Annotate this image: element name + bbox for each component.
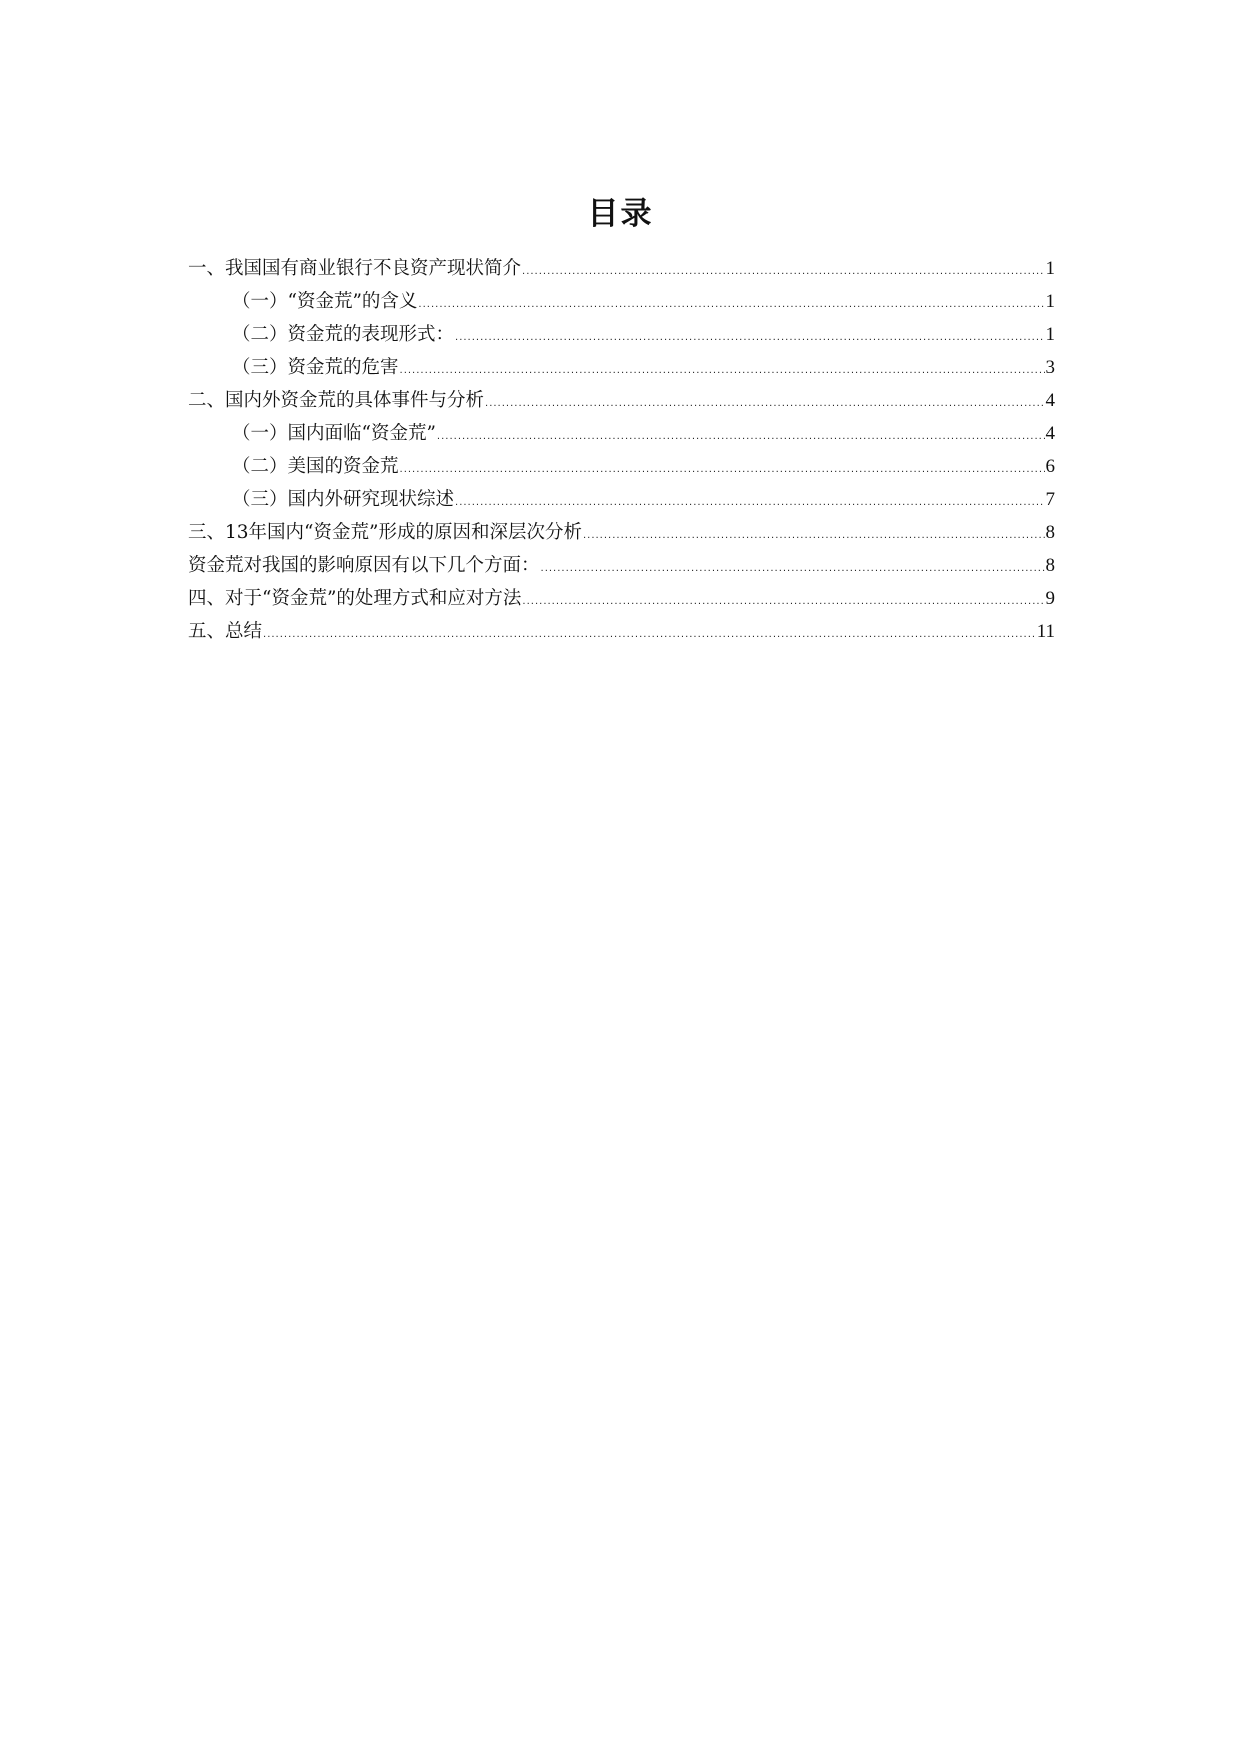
- toc-leader-dots: [400, 453, 1045, 486]
- toc-entry-text: （三）国内外研究现状综述: [232, 489, 455, 510]
- toc-entry-page: 1: [1045, 324, 1055, 345]
- toc-entry[interactable]: [188, 615, 1055, 648]
- toc-entry-text: 二、国内外资金荒的具体事件与分析: [188, 390, 485, 411]
- toc-entry[interactable]: [188, 450, 1055, 483]
- toc-leader-dots: [263, 618, 1036, 651]
- toc-leader-dots: [485, 387, 1044, 420]
- toc-entry-page: 1: [1045, 291, 1055, 312]
- toc-leader-dots: [455, 486, 1044, 519]
- toc-entry-text: 四、对于“资金荒”的处理方式和应对方法: [188, 588, 522, 609]
- toc-entry-page: 8: [1045, 555, 1055, 576]
- toc-entry-page: 3: [1045, 357, 1055, 378]
- toc-entry[interactable]: [188, 384, 1055, 417]
- toc-entry-text: 一、我国国有商业银行不良资产现状简介: [188, 258, 522, 279]
- toc-entry-text: （三）资金荒的危害: [232, 357, 399, 378]
- toc-entry[interactable]: [188, 252, 1055, 285]
- toc-entry-page: 6: [1045, 456, 1055, 477]
- toc-entry[interactable]: [188, 516, 1055, 549]
- toc-entry-page: 4: [1045, 390, 1055, 411]
- toc-entry-page: 4: [1045, 423, 1055, 444]
- toc-entry-text: （一）国内面临“资金荒”: [232, 423, 436, 444]
- toc-leader-dots: [541, 552, 1045, 585]
- toc-entry-text: （二）资金荒的表现形式：: [232, 324, 455, 345]
- toc-leader-dots: [522, 585, 1044, 618]
- toc-entry-text: 资金荒对我国的影响原因有以下几个方面：: [188, 555, 540, 576]
- toc-entry[interactable]: [188, 549, 1055, 582]
- toc-entry-page: 7: [1045, 489, 1055, 510]
- toc-entry-text: （二）美国的资金荒: [232, 456, 399, 477]
- toc-leader-dots: [437, 420, 1045, 453]
- toc-entry[interactable]: [188, 351, 1055, 384]
- toc-entry[interactable]: [188, 483, 1055, 516]
- toc-leader-dots: [583, 519, 1045, 552]
- toc-entry-page: 9: [1045, 588, 1055, 609]
- toc-leader-dots: [522, 255, 1044, 288]
- page-title: 目录: [587, 196, 654, 232]
- toc-leader-dots: [400, 354, 1045, 387]
- toc-entry[interactable]: [188, 582, 1055, 615]
- toc-entry-text: （一）“资金荒”的含义: [232, 291, 418, 312]
- toc-entry[interactable]: [188, 417, 1055, 450]
- toc-entry[interactable]: [188, 318, 1055, 351]
- toc-entry[interactable]: [188, 285, 1055, 318]
- toc-entry-page: 1: [1045, 258, 1055, 279]
- table-of-contents: [188, 252, 1055, 648]
- toc-leader-dots: [418, 288, 1044, 321]
- toc-entry-text: 五、总结: [188, 621, 263, 642]
- toc-leader-dots: [455, 321, 1044, 354]
- toc-entry-page: 11: [1036, 621, 1055, 642]
- toc-entry-page: 8: [1045, 522, 1055, 543]
- toc-entry-text: 三、13年国内“资金荒”形成的原因和深层次分析: [188, 522, 582, 543]
